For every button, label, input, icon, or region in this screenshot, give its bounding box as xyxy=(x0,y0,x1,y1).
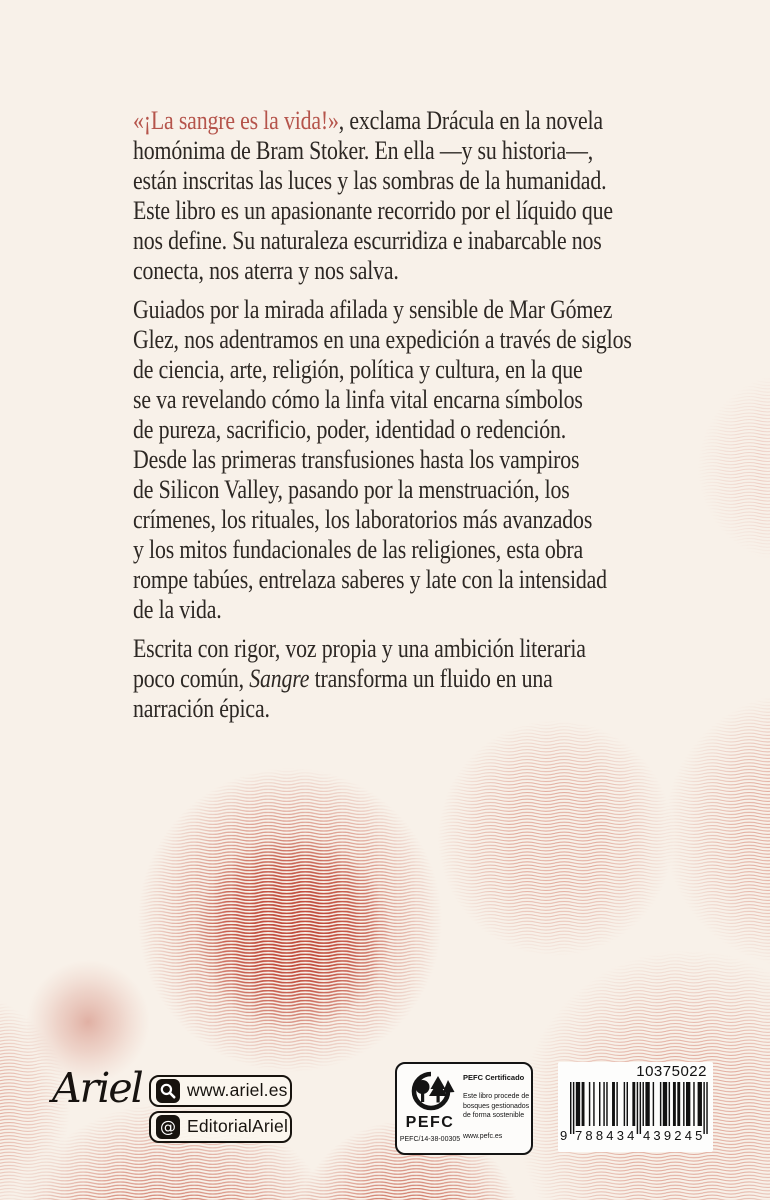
pefc-certification-box xyxy=(395,1062,533,1155)
social-badge xyxy=(149,1111,292,1143)
blurb-text: de pureza, sacrificio, poder, identidad o redención. xyxy=(133,415,567,444)
blurb-line xyxy=(133,535,632,565)
blurb-text: están inscritas las luces y las sombras de la humanidad. xyxy=(133,166,607,195)
barcode-box xyxy=(558,1062,713,1152)
social-handle: EditorialAriel xyxy=(187,1116,289,1136)
blurb-paragraph xyxy=(133,295,632,625)
blurb-text: transforma un fluido en una xyxy=(309,664,553,693)
blurb-italic-text: Sangre xyxy=(249,664,310,693)
blurb-line xyxy=(133,475,632,505)
blurb-line xyxy=(133,196,632,226)
blurb-line xyxy=(133,694,632,724)
blurb-text: Guiados por la mirada afilada y sensible de Mar Gómez xyxy=(133,295,613,324)
blurb-line xyxy=(133,634,632,664)
blurb-line xyxy=(133,295,632,325)
at-icon: @ xyxy=(156,1115,180,1139)
blurb-text: Escrita con rigor, voz propia y una ambición literaria xyxy=(133,634,586,663)
blurb-text: poco común, xyxy=(133,664,250,693)
blurb-text: de la vida. xyxy=(133,595,222,624)
blurb-line xyxy=(133,565,632,595)
pefc-license-code: PEFC/14-38-00305 xyxy=(399,1136,461,1143)
blurb-text: y los mitos fundacionales de las religiones, esta obra xyxy=(133,535,584,564)
blurb-text: narración épica. xyxy=(133,694,270,723)
blurb-line xyxy=(133,256,632,286)
pefc-statement xyxy=(463,1092,529,1121)
website-badge xyxy=(149,1075,292,1107)
pefc-statement-line: bosques gestionados xyxy=(463,1102,530,1110)
pefc-url: www.pefc.es xyxy=(463,1133,503,1140)
pefc-wordmark: PEFC xyxy=(405,1114,455,1131)
barcode-digits-right: 439245 xyxy=(643,1128,706,1143)
blurb-text: conecta, nos aterra y nos salva. xyxy=(133,256,399,285)
pefc-certificate-title: PEFC Certificado xyxy=(463,1073,525,1082)
blurb-text: rompe tabúes, entrelaza saberes y late con la intensidad xyxy=(133,565,607,594)
blurb-line xyxy=(133,106,632,136)
barcode-digits-left: 788434 xyxy=(575,1128,638,1143)
blurb-line xyxy=(133,226,632,256)
blurb-paragraph xyxy=(133,634,632,724)
blurb-text: nos define. Su naturaleza escurridiza e inabarcable nos xyxy=(133,226,602,255)
blurb-line xyxy=(133,136,632,166)
blurb-text: , exclama Drácula en la novela xyxy=(338,106,603,135)
blurb-text: de Silicon Valley, pasando por la menstruación, los xyxy=(133,475,570,504)
blurb-line xyxy=(133,325,632,355)
blurb-line xyxy=(133,595,632,625)
blurb-line xyxy=(133,505,632,535)
blurb-text: Desde las primeras transfusiones hasta los vampiros xyxy=(133,445,580,474)
product-number: 10375022 xyxy=(636,1063,707,1080)
blurb-paragraph xyxy=(133,106,632,286)
pefc-statement-line: de forma sostenible xyxy=(463,1112,525,1119)
barcode-digit-first: 9 xyxy=(560,1128,568,1143)
blurb-text: homónima de Bram Stoker. En ella —y su historia—, xyxy=(133,136,594,165)
blurb-line xyxy=(133,664,632,694)
blurb-line xyxy=(133,445,632,475)
blurb-text: Glez, nos adentramos en una expedición a través de siglos xyxy=(133,325,632,354)
pefc-trees-icon xyxy=(405,1069,457,1115)
blurb-text: crímenes, los rituales, los laboratorios más avanzados xyxy=(133,505,593,534)
search-icon xyxy=(156,1079,180,1103)
blurb-text: Este libro es un apasionante recorrido por el líquido que xyxy=(133,196,613,225)
blurb-line xyxy=(133,415,632,445)
blurb-line xyxy=(133,355,632,385)
pefc-statement-line: Este libro procede de xyxy=(463,1093,530,1100)
blurb-text: se va revelando cómo la linfa vital encarna símbolos xyxy=(133,385,583,414)
blurb-text: de ciencia, arte, religión, política y cultura, en la que xyxy=(133,355,583,384)
website-url: www.ariel.es xyxy=(187,1080,288,1100)
blurb-accent-text: «¡La sangre es la vida!» xyxy=(133,106,339,135)
back-cover-blurb xyxy=(133,106,727,733)
blurb-line xyxy=(133,385,632,415)
publisher-logo-ariel: Ariel xyxy=(52,1064,142,1112)
blurb-line xyxy=(133,166,632,196)
